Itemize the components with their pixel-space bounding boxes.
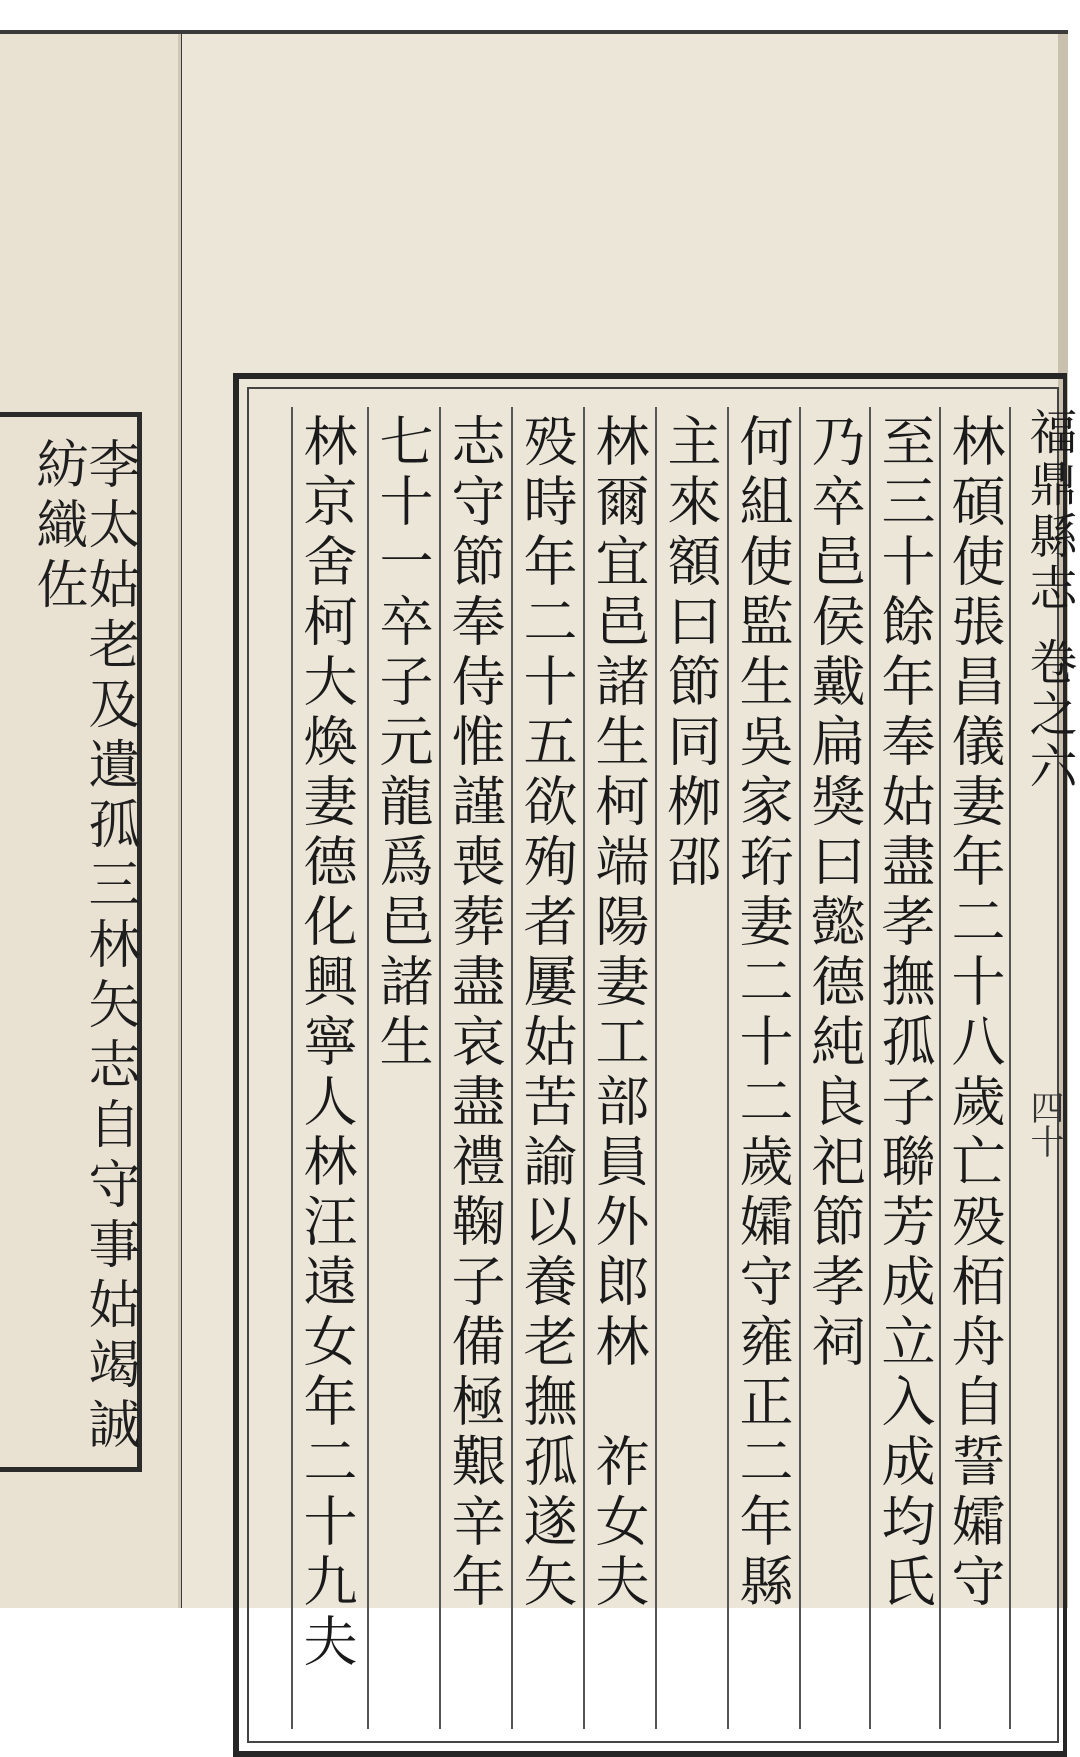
text-column-3 <box>799 407 865 1729</box>
text-column-9-text: 七十一卒子元龍爲邑諸生 <box>371 413 434 1073</box>
left-page <box>0 34 181 1608</box>
text-column-8 <box>439 407 505 1729</box>
text-column-1-text: 林碩使張昌儀妻年二十八歲亡殁栢舟自誓孀守 <box>943 413 1006 1613</box>
text-column-2-text: 至三十餘年奉姑盡孝撫孤子聯芳成立入成均氏 <box>873 413 936 1613</box>
text-column-3-text: 乃卒邑侯戴扁獎曰懿德純良祀節孝祠 <box>803 413 866 1373</box>
text-column-6-text: 林爾宜邑諸生柯端陽妻工部員外郎林 祚女夫 <box>587 413 650 1613</box>
text-column-2 <box>869 407 935 1729</box>
text-column-5 <box>655 407 721 1729</box>
header-column <box>1009 407 1077 1729</box>
text-column-5-text: 主來額曰節同栁邵 <box>659 413 722 893</box>
text-column-10 <box>291 407 357 1729</box>
text-frame-inner <box>247 387 1077 1743</box>
book-title: 福鼎縣志 <box>1021 407 1077 615</box>
text-column-7-text: 殁時年二十五欲殉者屢姑苦諭以養老撫孤遂矢 <box>515 413 578 1613</box>
volume-label: 卷之六 <box>1021 637 1077 793</box>
page-number: 四十 <box>1024 1090 1064 1158</box>
text-column-10-text: 林京舍柯大煥妻德化興寧人林汪遠女年二十九夫 <box>295 413 358 1673</box>
text-column-7 <box>511 407 577 1729</box>
text-column-8-text: 志守節奉侍惟謹喪葬盡哀盡禮鞠子備極艱辛年 <box>443 413 506 1613</box>
text-frame <box>233 373 1077 1757</box>
text-column-1 <box>939 407 1005 1729</box>
text-column-4 <box>727 407 793 1729</box>
text-column-9 <box>367 407 433 1729</box>
left-page-column-1: 李太姑老及遺孤三林矢志自守事姑竭誠紡織佐 <box>27 437 139 1457</box>
left-page-text-frame <box>0 412 142 1472</box>
text-column-4-text: 何組使監生吳家珩妻二十二歲孀守雍正二年縣 <box>731 413 794 1613</box>
text-column-6 <box>583 407 649 1729</box>
